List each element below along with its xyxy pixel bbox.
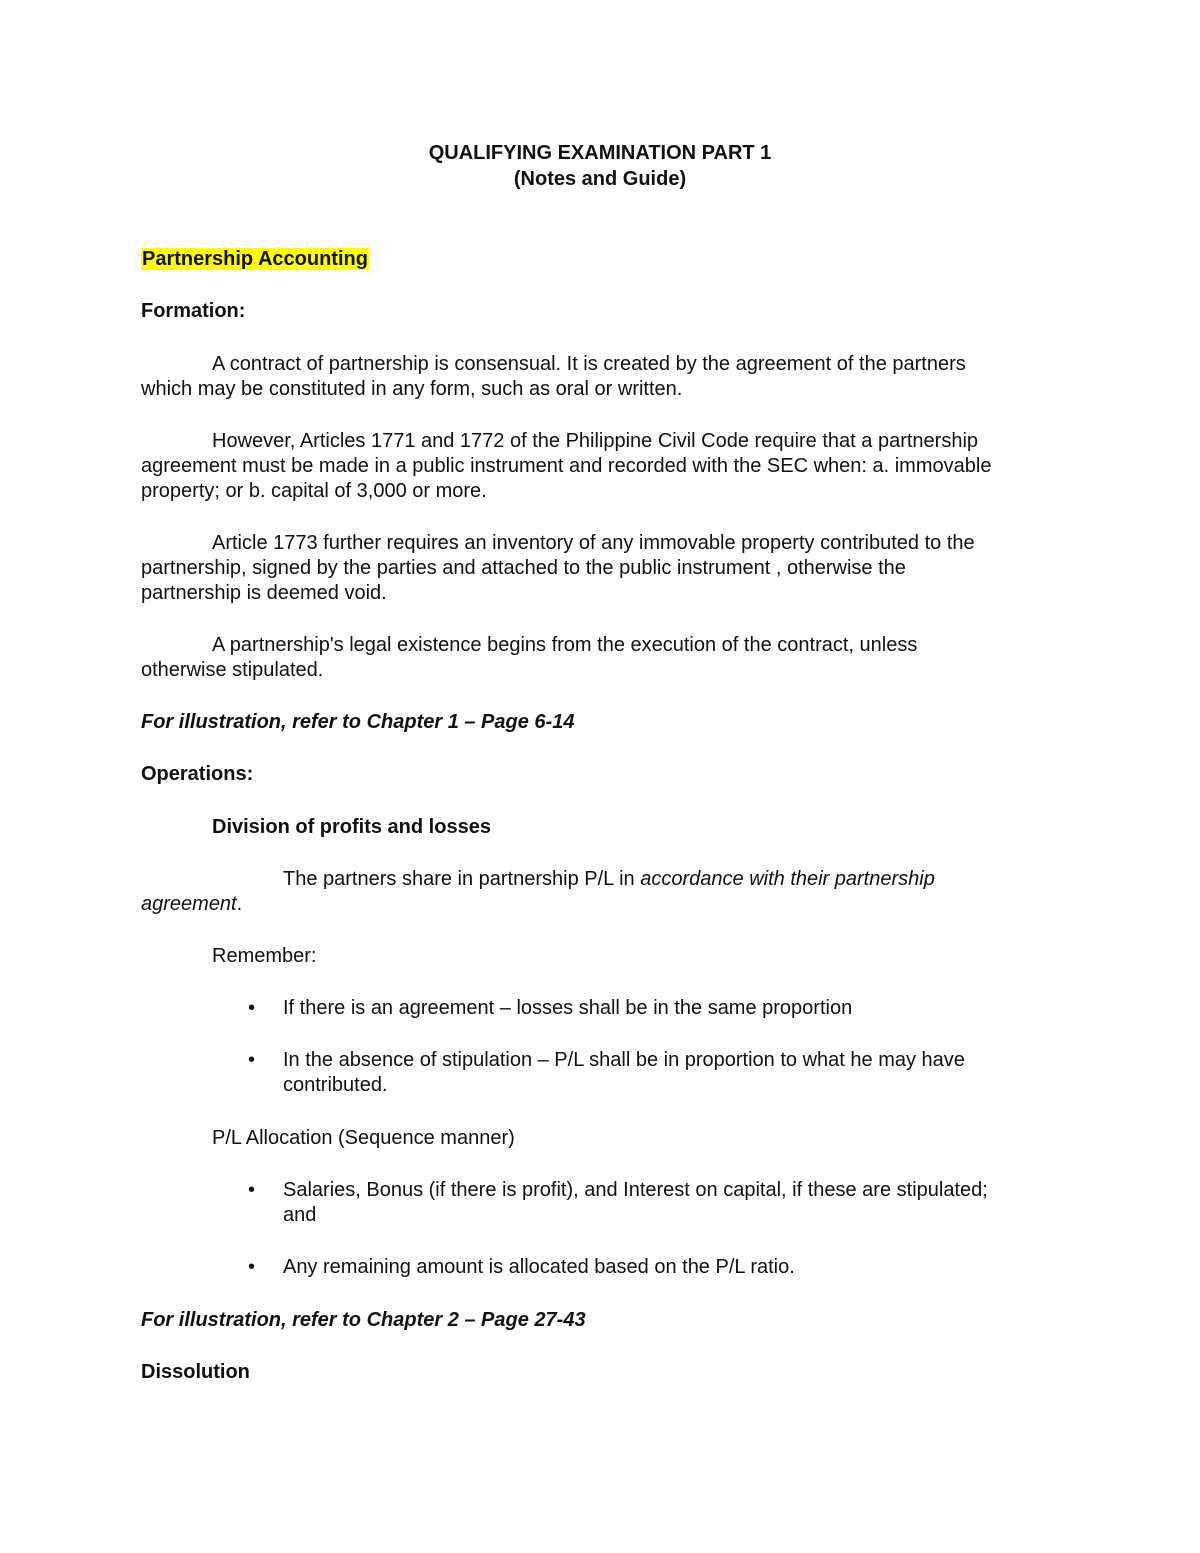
paragraph-line: partnership is deemed void. <box>141 582 387 604</box>
highlighted-heading: Partnership Accounting <box>142 248 368 270</box>
list-item: Salaries, Bonus (if there is profit), and Interest on capital, if these are stipulated; <box>283 1179 988 1201</box>
paragraph-line <box>141 892 242 917</box>
paragraph-line: A partnership's legal existence begins from the execution of the contract, unless <box>212 634 918 656</box>
operations-subheading: Division of profits and losses <box>212 816 491 838</box>
bullet-icon <box>248 1048 255 1073</box>
allocation-label: P/L Allocation (Sequence manner) <box>212 1127 515 1149</box>
bullet-icon <box>248 1255 255 1280</box>
document-title: QUALIFYING EXAMINATION PART 1 <box>428 142 772 164</box>
paragraph-line: which may be constituted in any form, such as oral or written. <box>141 378 683 400</box>
dissolution-heading: Dissolution <box>141 1361 250 1383</box>
list-item-continuation: contributed. <box>283 1074 388 1096</box>
list-item: Any remaining amount is allocated based on the P/L ratio. <box>283 1256 795 1278</box>
formation-heading: Formation: <box>141 300 246 322</box>
list-item-continuation: and <box>283 1204 317 1226</box>
paragraph-line: otherwise stipulated. <box>141 659 324 681</box>
paragraph-line: A contract of partnership is consensual. It is created by the agreement of the partners <box>212 353 966 375</box>
text-run: . <box>236 893 243 915</box>
illustration-reference: For illustration, refer to Chapter 2 – Page 27-43 <box>141 1309 586 1331</box>
paragraph-line: partnership, signed by the parties and attached to the public instrument , otherwise the <box>141 557 906 579</box>
paragraph-line: agreement must be made in a public instrument and recorded with the SEC when: a. immovable <box>141 455 992 477</box>
illustration-reference: For illustration, refer to Chapter 1 – Page 6-14 <box>141 711 575 733</box>
paragraph-line: property; or b. capital of 3,000 or more. <box>141 480 487 502</box>
remember-label: Remember: <box>212 945 317 967</box>
bullet-icon <box>248 996 255 1021</box>
list-item: If there is an agreement – losses shall be in the same proportion <box>283 997 853 1019</box>
bullet-icon <box>248 1178 255 1203</box>
paragraph-line: However, Articles 1771 and 1772 of the Philippine Civil Code require that a partnership <box>212 430 979 452</box>
paragraph-line: Article 1773 further requires an inventory of any immovable property contributed to the <box>212 532 975 554</box>
document-subtitle: (Notes and Guide) <box>513 168 687 190</box>
list-item: In the absence of stipulation – P/L shall be in proportion to what he may have <box>283 1049 965 1071</box>
section-heading <box>141 247 369 272</box>
text-run: The partners share in partnership P/L in <box>283 868 641 890</box>
operations-heading: Operations: <box>141 763 254 785</box>
italic-text-run: accordance with their partnership <box>640 868 935 890</box>
paragraph-line <box>283 867 935 892</box>
italic-text-run: agreement <box>141 893 237 915</box>
